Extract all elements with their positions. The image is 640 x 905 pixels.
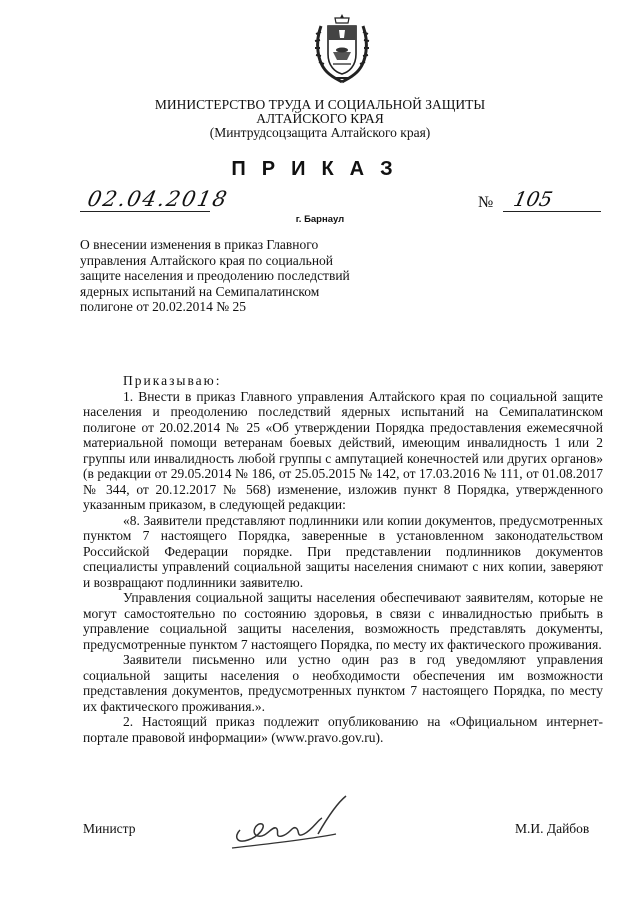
ministry-short-name: (Минтрудсоцзащита Алтайского края): [209, 125, 431, 140]
order-date: 02.04.2018: [85, 187, 231, 211]
number-sign: №: [478, 194, 494, 211]
order-number: 105: [511, 187, 555, 211]
ministry-name: МИНИСТЕРСТВО ТРУДА И СОЦИАЛЬНОЙ ЗАЩИТЫ: [154, 97, 486, 112]
date-underline: [80, 211, 210, 212]
paragraph-4: Заявители письменно или устно один раз в год уведомляют управления социальной защиты населения о необходимости обеспечения им возможности представления документов, предусмотренных пунктом 7 настоящего Порядка, по месту их фактического проживания.».: [83, 652, 603, 714]
handwritten-signature: [226, 790, 362, 852]
coat-of-arms-icon: [313, 12, 371, 86]
command-word: Приказываю:: [123, 373, 222, 388]
order-subject: О внесении изменения в приказ Главного управления Алтайского края по социальной защите населения и преодолению последствий ядерных испытаний на Семипалатинском полигоне от 20.02.2014 № 25: [80, 237, 350, 314]
ministry-region: АЛТАЙСКОГО КРАЯ: [256, 111, 384, 126]
order-body: [83, 373, 603, 745]
paragraph-5: 2. Настоящий приказ подлежит опубликованию на «Официальном интернет-портале правовой информации» (www.pravo.gov.ru).: [83, 714, 603, 745]
paragraph-2: «8. Заявители представляют подлинники или копии документов, предусмотренных пунктом 7 настоящего Порядка, заверенные в установленном законодательством Российской Федерации порядке. При представлении подлинников документов специалисты управлений социальной защиты населения снимают с них копии, заверяют и возвращают подлинники заявителю.: [83, 512, 603, 590]
city: г. Барнаул: [295, 214, 345, 225]
paragraph-3: Управления социальной защиты населения обеспечивают заявителям, которые не могут самостоятельно по состоянию здоровья, в связи с инвалидностью прибыть в управление социальной защиты населения, возможность представлять документы, предусмотренные пунктом 7 настоящего Порядка, по месту их фактического проживания.: [83, 590, 603, 652]
document-title: ПРИКАЗ: [231, 158, 409, 180]
signer-name: М.И. Дайбов: [515, 821, 590, 836]
paragraph-1: 1. Внести в приказ Главного управления Алтайского края по социальной защите населения и преодолению последствий ядерных испытаний на Семипалатинском полигоне от 20.02.2014 № 25 «Об утверждении Порядка предоставления ежемесячной материальной помощи ветеранам боевых действий, имеющим инвалидность 1 или 2 группы или инвалидность любой группы с ампутацией конечностей или других органов» (в редакции от 29.05.2014 № 186, от 25.05.2015 № 142, от 17.03.2016 № 111, от 01.08.2017 № 344, от 20.12.2017 № 568) изменение, изложив пункт 8 Порядка, утвержденного указанным приказом, в следующей редакции:: [83, 388, 603, 512]
signer-position: Министр: [83, 821, 136, 836]
number-underline: [503, 211, 601, 212]
